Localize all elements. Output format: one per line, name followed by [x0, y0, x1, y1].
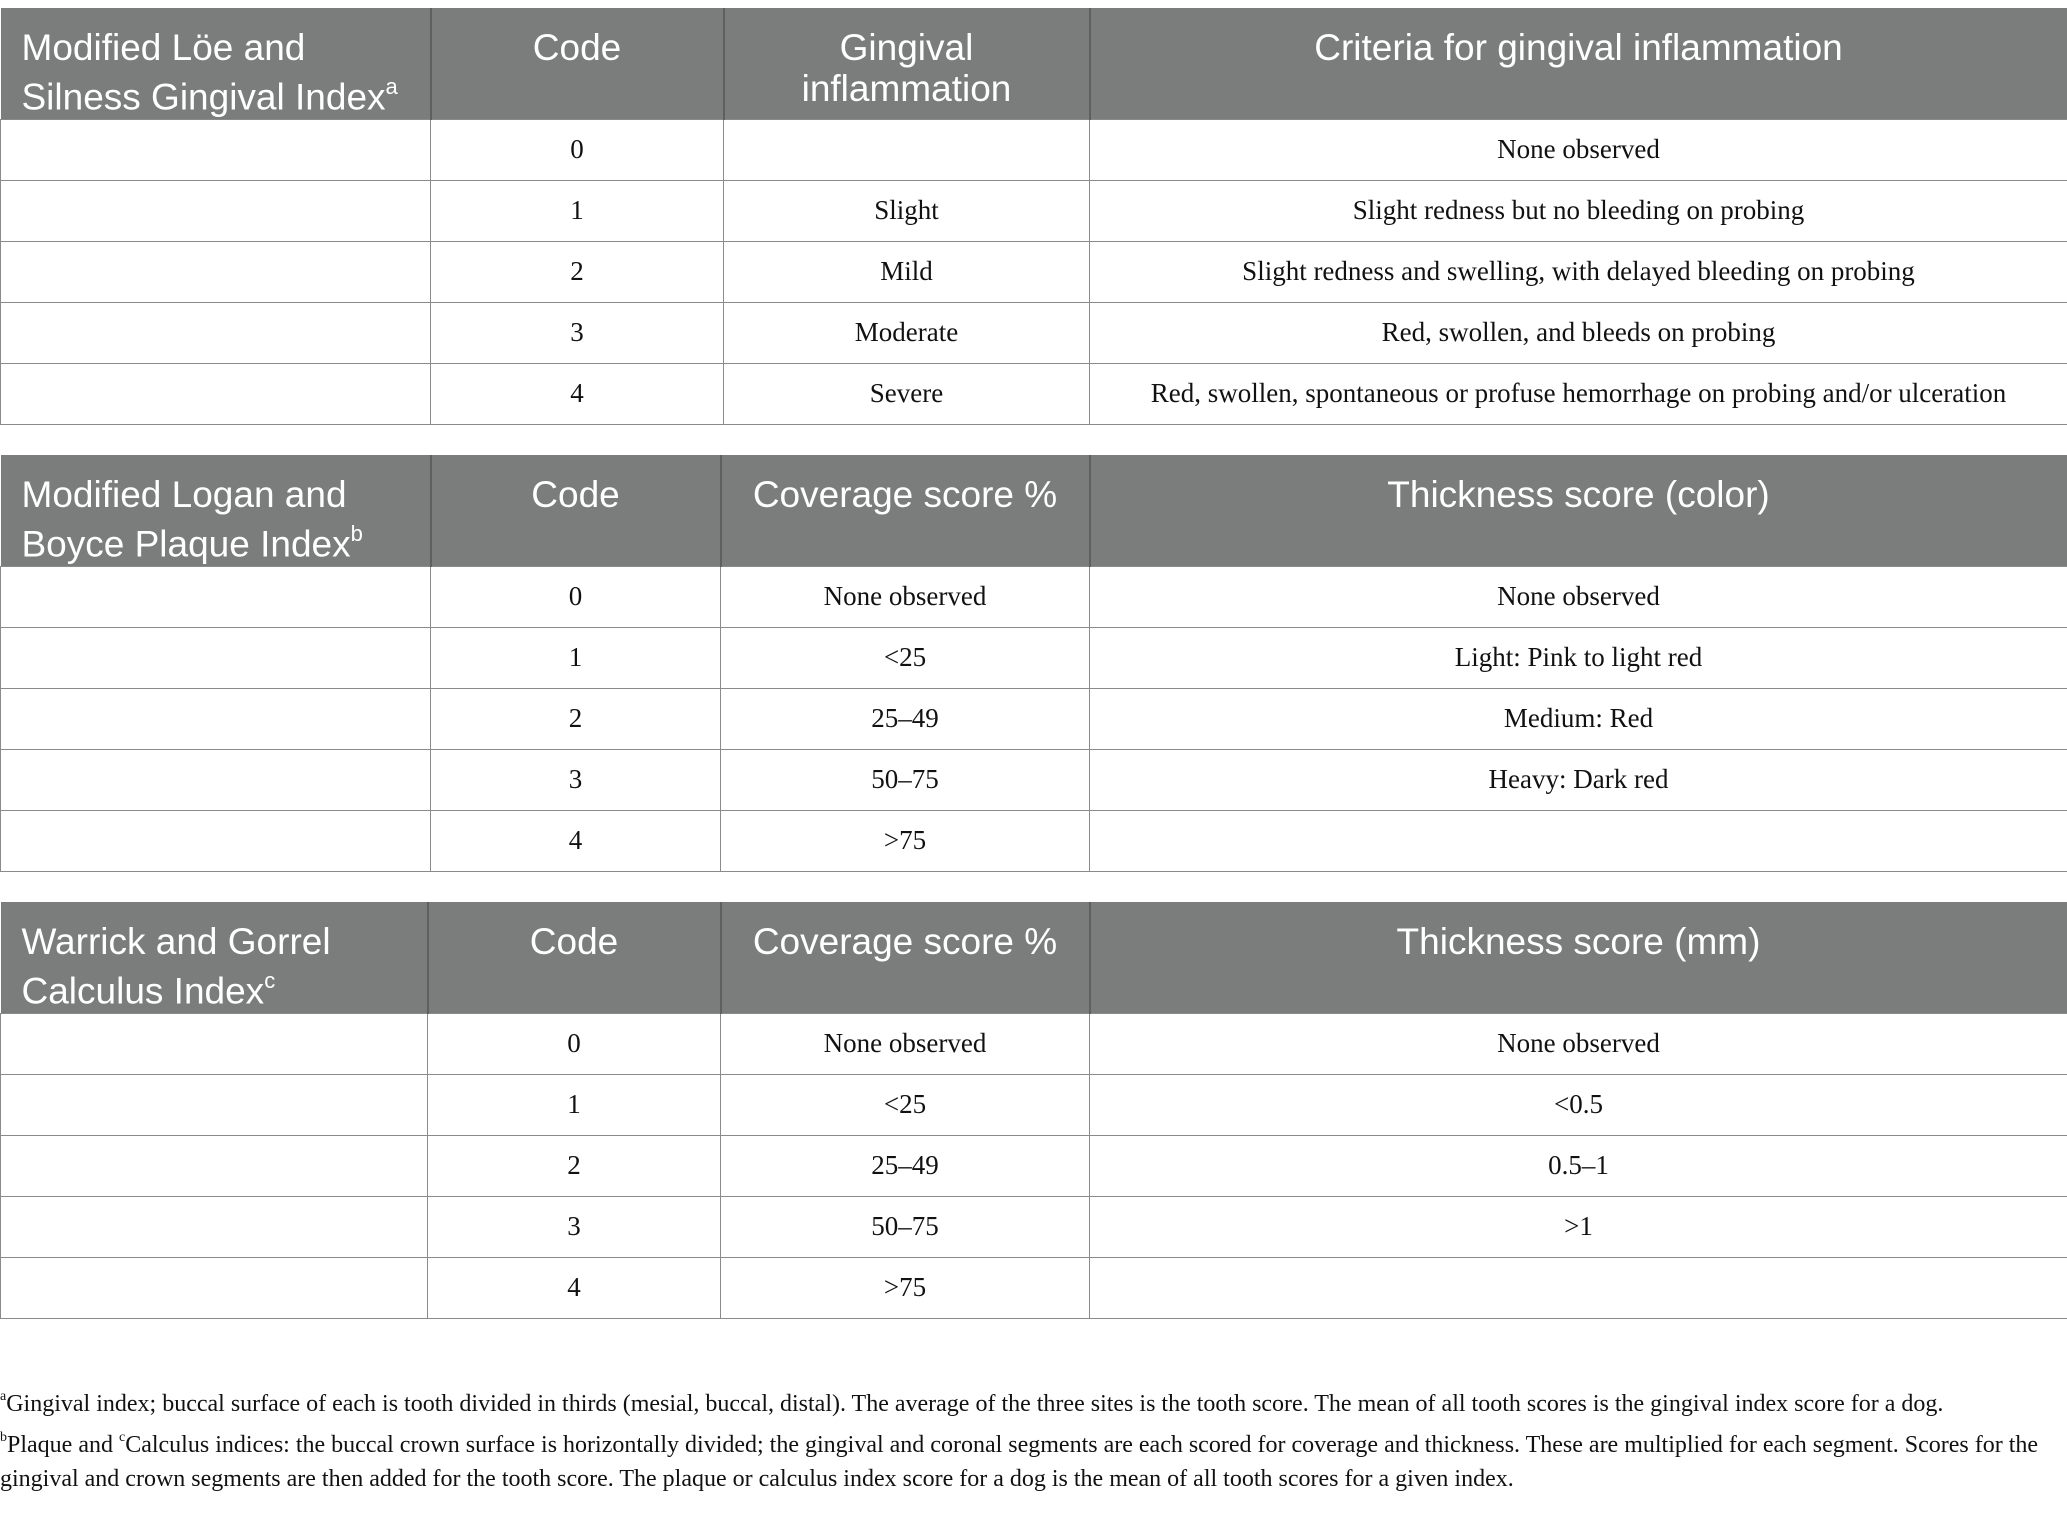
inflammation-cell: Slight [724, 180, 1090, 241]
code-header: Code [431, 8, 724, 119]
thickness-cell: Light: Pink to light red [1090, 627, 2067, 688]
coverage-cell: 50–75 [721, 749, 1090, 810]
code-cell: 3 [431, 749, 721, 810]
empty-cell [1, 688, 431, 749]
thickness-cell: 0.5–1 [1090, 1135, 2067, 1196]
empty-cell [1, 1135, 428, 1196]
table-header-row [1, 455, 2067, 566]
empty-cell [1, 363, 431, 424]
footnote-marker: b [350, 521, 363, 546]
code-header: Code [428, 902, 721, 1013]
table-row [1, 180, 2067, 241]
thickness-cell: >1 [1090, 1196, 2067, 1257]
table-row [1, 627, 2067, 688]
table-row [1, 241, 2067, 302]
table-row [1, 1257, 2067, 1318]
empty-cell [1, 180, 431, 241]
code-cell: 3 [428, 1196, 721, 1257]
coverage-cell: >75 [721, 810, 1090, 871]
table-row [1, 302, 2067, 363]
code-cell: 4 [428, 1257, 721, 1318]
index-title [1, 455, 431, 566]
empty-cell [1, 302, 431, 363]
empty-cell [1, 241, 431, 302]
plaque-index-table [0, 455, 2067, 872]
coverage-cell: None observed [721, 1013, 1090, 1074]
criteria-cell: Red, swollen, and bleeds on probing [1090, 302, 2067, 363]
inflammation-cell: Moderate [724, 302, 1090, 363]
coverage-cell: 25–49 [721, 1135, 1090, 1196]
table-row [1, 119, 2067, 180]
table-header-row [1, 8, 2067, 119]
code-header: Code [431, 455, 721, 566]
empty-cell [1, 627, 431, 688]
inflammation-cell: Severe [724, 363, 1090, 424]
code-cell: 0 [428, 1013, 721, 1074]
gingival-index-table [0, 8, 2067, 425]
table-row [1, 688, 2067, 749]
coverage-score-header: Coverage score % [721, 455, 1090, 566]
code-cell: 1 [431, 180, 724, 241]
footnote-marker: c [264, 968, 276, 993]
coverage-cell: <25 [721, 627, 1090, 688]
thickness-cell: None observed [1090, 1013, 2067, 1074]
table-row [1, 749, 2067, 810]
empty-cell [1, 1074, 428, 1135]
thickness-score-header: Thickness score (color) [1090, 455, 2067, 566]
footnote-bc [0, 1423, 2060, 1496]
thickness-cell [1090, 1257, 2067, 1318]
table-header-row [1, 902, 2067, 1013]
code-cell: 1 [431, 627, 721, 688]
empty-cell [1, 1196, 428, 1257]
coverage-cell: <25 [721, 1074, 1090, 1135]
thickness-cell: Medium: Red [1090, 688, 2067, 749]
code-cell: 4 [431, 810, 721, 871]
coverage-cell: 50–75 [721, 1196, 1090, 1257]
empty-cell [1, 1257, 428, 1318]
footnote-text: Gingival index; buccal surface of each is tooth divided in thirds (mesial, buccal, distal). The average of the three sites is the tooth score. The mean of all tooth scores is the gingival index score for a dog. [6, 1391, 1944, 1417]
coverage-score-header: Coverage score % [721, 902, 1090, 1013]
thickness-cell: <0.5 [1090, 1074, 2067, 1135]
table-row [1, 1135, 2067, 1196]
table-row [1, 1013, 2067, 1074]
coverage-cell: >75 [721, 1257, 1090, 1318]
inflammation-cell [724, 119, 1090, 180]
footnote-marker: c [118, 1430, 126, 1445]
thickness-cell: None observed [1090, 566, 2067, 627]
code-cell: 2 [431, 241, 724, 302]
criteria-cell: None observed [1090, 119, 2067, 180]
criteria-header: Criteria for gingival inflammation [1090, 8, 2067, 119]
footnote-marker: b [0, 1430, 7, 1445]
empty-cell [1, 119, 431, 180]
footnotes [0, 1382, 2060, 1498]
criteria-cell: Slight redness and swelling, with delayed bleeding on probing [1090, 241, 2067, 302]
empty-cell [1, 1013, 428, 1074]
table-row [1, 1074, 2067, 1135]
index-title-text: Modified Löe and Silness Gingival Index [21, 27, 386, 118]
code-cell: 0 [431, 119, 724, 180]
inflammation-cell: Mild [724, 241, 1090, 302]
criteria-cell: Red, swollen, spontaneous or profuse hemorrhage on probing and/or ulceration [1090, 363, 2067, 424]
criteria-cell: Slight redness but no bleeding on probing [1090, 180, 2067, 241]
code-cell: 2 [431, 688, 721, 749]
empty-cell [1, 810, 431, 871]
table-row [1, 566, 2067, 627]
gingival-inflammation-header: Gingival inflammation [724, 8, 1090, 119]
index-title [1, 902, 428, 1013]
thickness-cell: Heavy: Dark red [1090, 749, 2067, 810]
thickness-cell [1090, 810, 2067, 871]
empty-cell [1, 749, 431, 810]
code-cell: 2 [428, 1135, 721, 1196]
index-title [1, 8, 431, 119]
table-row [1, 363, 2067, 424]
empty-cell [1, 566, 431, 627]
table-row [1, 1196, 2067, 1257]
calculus-index-table [0, 902, 2067, 1319]
index-title-text: Modified Logan and Boyce Plaque Index [21, 474, 351, 565]
coverage-cell: None observed [721, 566, 1090, 627]
footnote-marker: a [0, 1389, 7, 1404]
footnote-a [0, 1382, 2060, 1421]
index-title-text: Warrick and Gorrel Calculus Index [21, 921, 331, 1012]
footnote-text: Plaque and [7, 1432, 119, 1458]
code-cell: 3 [431, 302, 724, 363]
code-cell: 1 [428, 1074, 721, 1135]
footnote-marker: a [385, 74, 398, 99]
thickness-score-header: Thickness score (mm) [1090, 902, 2067, 1013]
table-row [1, 810, 2067, 871]
code-cell: 4 [431, 363, 724, 424]
code-cell: 0 [431, 566, 721, 627]
footnote-text: Calculus indices: the buccal crown surface is horizontally divided; the gingival and coronal segments are each scored for coverage and thickness. These are multiplied for each segment. Scores for the gingival and crown segments are then added for the tooth score. The plaque or calculus index score for a dog is the mean of all tooth scores for a given index. [0, 1432, 2039, 1492]
coverage-cell: 25–49 [721, 688, 1090, 749]
